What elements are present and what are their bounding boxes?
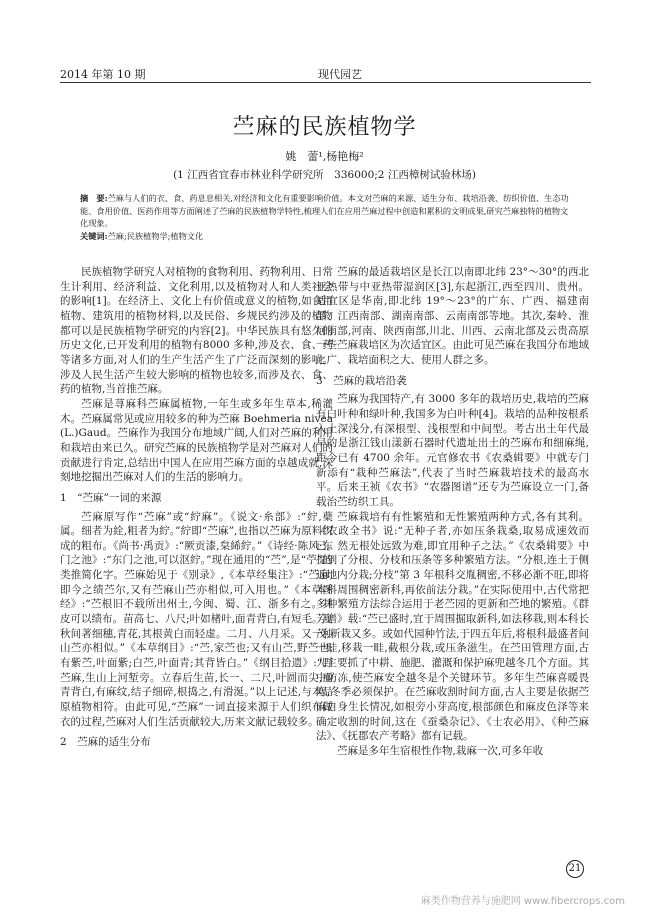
intro-paragraph-2: 苎麻是荨麻科苎麻属植物,一年生或多年生草本,稀灌木。苎麻属常见或应用较多的种为苎麻 Boehmeria nivea (L.)Gaud。苎麻作为我国分布地域广阔,人们对苎麻的利用和栽培由来已久。研究苎麻的民族植物学是对苎麻对人们的贡献进行肯定,总结出中国人在应用苎麻方面的卓越成就,深刻地挖掘出苎麻对人们的生活的影响力。 (60, 397, 333, 484)
keywords: 苎麻;民族植物学;植物文化 (107, 230, 204, 241)
affiliation: (1 江西省宜春市林业科学研究所 336000;2 江西樟树试验林场) (173, 169, 476, 181)
section-heading-3: 3 苎麻的栽培沿袭 (316, 374, 407, 387)
abstract-text (80, 192, 574, 230)
section-1-paragraph: 苎麻原写作“苎麻”或“紵麻”。《说文·糸部》:“紵,蘗属。细者为絟,粗者为紵。”紵即“苎麻”,也指以苎麻为原料织成的粗布。《尚书·禹贡》:“厥贡漆,枲絺紵。”《诗经·陈风·东门之池》:“东门之池,可以沤紵。”现在通用的“苎”,是“苧”的类推简化字。苎麻始见于《别录》,《本草经集注》:“苎麻,即今之绩苎尔,又有苎麻山苎亦相似,可入用也。”《本草图经》:“苎根旧不载所出州土,今闽、蜀、江、浙多有之。其皮可以绩布。苗高七、八尺;叶如楮叶,面青背白,有短毛。夏秋间著细穗,青花,其根黄白而轻虚。二月、八月采。又一种山苎亦相似。”《本草纲目》:“苎,家苎也;又有山苎,野苎也;有紫苎,叶面紫;白苎,叶面青;其背皆白。”《纲目拾遗》:“野苎麻,生山上河堑旁。立春后生苗,长一、二尺,叶圆而尖,面青背白,有麻纹,结子细碎,根捣之,有滑涎。”以上记述,与本品原植物相符。由此可见,“苎麻”一词直接来源于人们织布做衣的过程,苎麻对人们生活贡献较大,历来文献记载较多。 (60, 510, 333, 728)
section-3-paragraph-1: 苎麻为我国特产,有 3000 多年的栽培历史,栽培的苎麻有白叶种和绿叶种,我国多为白叶种[4]。栽培的品种按根系入土深浅分,有深根型、浅根型和中间型。考古出土年代最早的是浙江钱山漾新石器时代遗址出土的苎麻布和细麻绳,距今已有 4700 余年。元官修农书《农桑辑要》中就专门新添有“栽种苎麻法”,代表了当时苎麻栽培技术的最高水平。后来王祯《农书》“农器图谱”还专为苎麻设立一门,备载治苎纺织工具。 (316, 393, 589, 508)
keywords-line (80, 230, 574, 243)
abstract-body: 苎麻与人们的衣、食、药息息相关,对经济和文化有重要影响价值。本文对苎麻的来源、适生分布、栽培沿袭、纺织价值、生态功能、食用价值、医药作用等方面阐述了苎麻的民族植物学特性,梳理人们在应用苎麻过程中创造和累积的文明成果,研究苎麻独特的植物文化现象。 (80, 193, 569, 228)
keywords-label: 关键词: (80, 230, 108, 241)
intro-paragraph-1: 民族植物学研究人对植物的食物利用、药物利用、日常生计利用、经济利益、文化利用,以及植物对人和人类社会的影响[1]。在经济上、文化上有价值或意义的植物,如食用植物、建筑用的植物材料,以及民俗、乡规民约涉及的植物都可以是民族植物学研究的内容[2]。中华民族具有悠久的历史文化,已开发利用的植物有8000 多种,涉及衣、食、药等诸多方面,对人们的生产生活产生了广泛而深刻的影响。涉及人民生活产生较大影响的植物也较多,而涉及衣、食、药的植物,当首推苎麻。 (60, 266, 333, 396)
issue-label: 2014 年第 10 期 (60, 68, 146, 81)
section-3-paragraph-3: 苎麻是多年生宿根性作物,栽麻一次,可多年收 (337, 745, 544, 757)
watermark: 麻类作物营养与施肥网 www.fibercrops.com (420, 896, 625, 907)
section-2-paragraph: 苎麻的最适栽培区是长江以南即北纬 23°～30°的西北亚热带与中亚热带湿润区[3],东起浙江,西至四川、贵州。适宜区是华南,即北纬 19°～23°的广东、广西、福建南部、江西南部、湖南南部、云南南部等地。其次,秦岭、淮河南部,河南、陕西南部,川北、川西、云南北部及云贵高原一些苎麻栽培区为次适宜区。由此可见苎麻在我国分布地域之广、栽培面积之大、使用人群之多。 (316, 266, 589, 366)
right-column (316, 265, 589, 759)
left-column (60, 265, 333, 754)
abstract-label: 摘 要: (80, 193, 108, 203)
section-heading-2: 2 苎麻的适生分布 (60, 736, 151, 749)
authors: 姚 蕾¹,杨艳梅² (285, 150, 364, 163)
section-heading-1: 1 “苎麻”一词的来源 (60, 491, 162, 504)
running-head (60, 60, 591, 84)
article-title: 苎麻的民族植物学 (232, 115, 417, 140)
section-3-paragraph-2: 苎麻栽培有有性繁殖和无性繁殖两种方式,各有其利。《农政全书》说:“无种子者,亦如压条栽桑,取易成速效而已。然无根处远致为难,即宜用种子之法。”《农桑辑要》中提到了分根、分枝和压条等多种繁殖方法。“分根,连土于侧近地内分栽;分枝”第 3 年根科交胤稠密,不移必渐不旺,即将本科周围稠密新科,再依前法分栽。”在实际使用中,古代常把多种繁殖方法综合运用于老苎园的更新和苎地的繁殖。《群芳谱》载:“苎已盛时,宜于周围掘取新科,如法移栽,则本科长茂,新栽又多。或如代园种竹法,于四五年后,将根科最盛者间一畦,移栽一畦,截根分栽,或压条滋生。在苎田管理方面,古人主要抓了中耕、施肥、灌溉和保护麻兜越冬几个方面。其中防冻,使苎麻安全越冬是个关键环节。多年生苎麻喜暖畏寒,冬季必须保护。在苎麻收割时间方面,古人主要是依据苎麻自身生长情况,如根旁小芽高度,根部颜色和麻皮色泽等来确定收割的时间,这在《蚕桑杂记》、《士农必用》、《种苎麻法》、《抚郡农产考略》都有记载。 (316, 510, 589, 743)
journal-name: 现代园艺 (318, 68, 362, 81)
header-rule (60, 82, 591, 83)
abstract-block (80, 192, 574, 242)
page-number: 21 (566, 860, 584, 878)
